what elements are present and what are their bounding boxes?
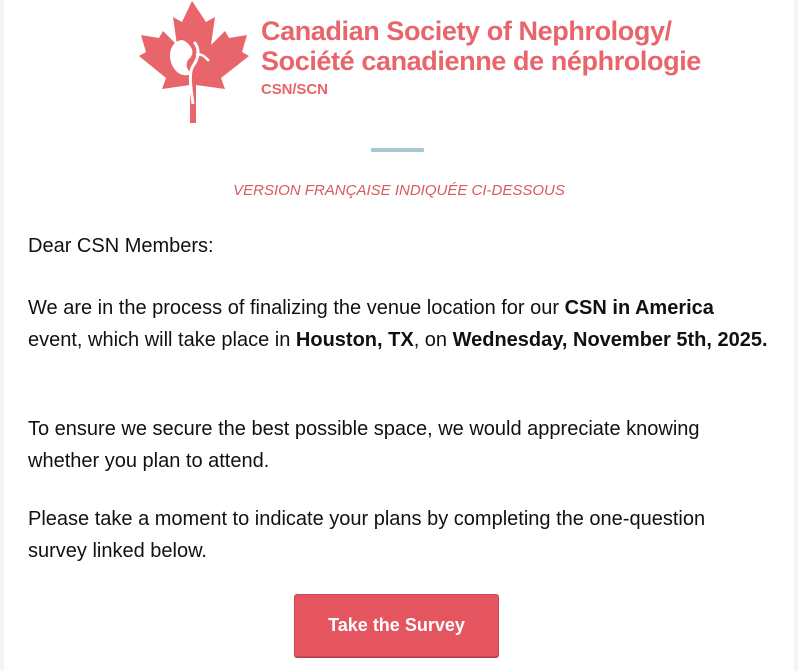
attendance-paragraph: To ensure we secure the best possible space, we would appreciate knowing whether you plan to attend. bbox=[28, 418, 700, 472]
event-text-part-1: We are in the process of finalizing the venue location for our bbox=[28, 297, 565, 319]
event-name: CSN in America bbox=[564, 297, 714, 319]
logo-english-name: Canadian Society of Nephrology/ bbox=[261, 16, 672, 46]
event-paragraph bbox=[28, 292, 768, 356]
maple-leaf-kidney-icon bbox=[134, 0, 254, 124]
header-divider bbox=[371, 148, 424, 152]
event-text-part-3: , on bbox=[413, 329, 453, 351]
survey-paragraph: Please take a moment to indicate your plans by completing the one-question survey linked below. bbox=[28, 508, 706, 562]
event-date: Wednesday, November 5th, 2025. bbox=[452, 329, 768, 351]
event-text-part-2: event, which will take place in bbox=[28, 329, 296, 351]
csn-logo bbox=[134, 0, 701, 124]
logo-acronym: CSN/SCN bbox=[261, 81, 328, 98]
email-greeting: Dear CSN Members: bbox=[28, 235, 214, 257]
french-version-notice: VERSION FRANÇAISE INDIQUÉE CI-DESSOUS bbox=[233, 182, 565, 199]
logo-french-name: Société canadienne de néphrologie bbox=[261, 46, 701, 76]
take-survey-button[interactable]: Take the Survey bbox=[294, 594, 499, 657]
email-content bbox=[4, 0, 794, 671]
event-location: Houston, TX bbox=[295, 329, 414, 351]
